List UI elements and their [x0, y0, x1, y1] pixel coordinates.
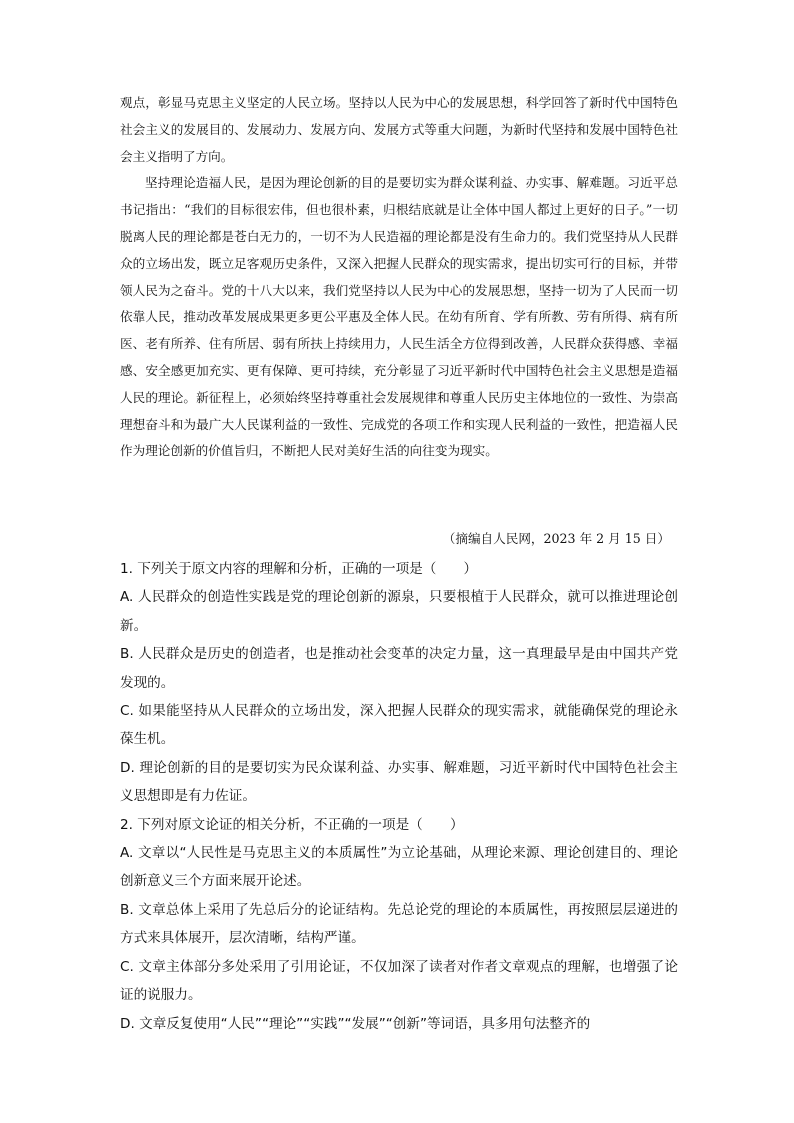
passage-paragraph-2: 坚持理论造福人民，是因为理论创新的目的是要切实为群众谋利益、办实事、解难题。习近平总书记指出：“我们的目标很宏伟，但也很朴素，归根结底就是让全体中国人都过上更好的日子。”一切脱离人民的理论都是苍白无力的，一切不为人民造福的理论都是没有生命力的。我们党坚持从人民群众的立场出发，既立足客观历史条件，又深入把握人民群众的现实需求，提出切实可行的目标，并带领人民为之奋斗。党的十八大以来，我们党坚持以人民为中心的发展思想，坚持一切为了人民而一切依靠人民，推动改革发展成果更多更公平惠及全体人民。在幼有所育、学有所教、劳有所得、病有所医、老有所养、住有所居、弱有所扶上持续用力，人民生活全方位得到改善，人民群众获得感、幸福感、安全感更加充实、更有保障、更可持续，充分彰显了习近平新时代中国特色社会主义思想是造福人民的理论。新征程上，必须始终坚持尊重社会发展规律和尊重人民历史主体地位的一致性、为崇高理想奋斗和为最广大人民谋利益的一致性、完成党的各项工作和实现人民利益的一致性，把造福人民作为理论创新的价值旨归，不断把人民对美好生活的向往变为现实。	[120, 175, 678, 459]
question-1-option-a: A. 人民群众的创造性实践是党的理论创新的源泉，只要根植于人民群众，就可以推进理论创新。	[120, 589, 678, 634]
passage-paragraph-1: 观点，彰显马克思主义坚定的人民立场。坚持以人民为中心的发展思想，科学回答了新时代中国特色社会主义的发展目的、发展动力、发展方向、发展方式等重大问题，为新时代坚持和发展中国特色社会主义指明了方向。	[120, 95, 678, 164]
source-citation: （摘编自人民网，2023 年 2 月 15 日）	[442, 531, 670, 546]
question-2-option-a: A. 文章以“人民性是马克思主义的本质属性”为立论基础，从理论来源、理论创建目的、理论创新意义三个方面来展开论述。	[120, 845, 678, 890]
question-1-option-d: D. 理论创新的目的是要切实为民众谋利益、办实事、解难题，习近平新时代中国特色社会主义思想即是有力佐证。	[120, 759, 678, 805]
question-1-stem: 1. 下列关于原文内容的理解和分析，正确的一项是（ ）	[120, 561, 478, 577]
question-2-option-d: D. 文章反复使用“人民”“理论”“实践”“发展”“创新”等词语，具多用句法整齐的	[120, 1015, 591, 1032]
question-2-option-b: B. 文章总体上采用了先总后分的论证结构。先总论党的理论的本质属性，再按照层层递进的方式来具体展开，层次清晰，结构严谨。	[120, 901, 678, 947]
question-section	[120, 555, 678, 1038]
question-2-stem: 2. 下列对原文论证的相关分析，不正确的一项是（ ）	[120, 816, 464, 833]
question-1-option-b: B. 人民群众是历史的创造者，也是推动社会变革的决定力量，这一真理最早是由中国共产党发现的。	[120, 646, 678, 691]
question-2-option-c: C. 文章主体部分多处采用了引用论证，不仅加深了读者对作者文章观点的理解，也增强了论证的说服力。	[120, 958, 678, 1004]
passage-text	[120, 90, 678, 465]
question-1-option-c: C. 如果能坚持从人民群众的立场出发，深入把握人民群众的现实需求，就能确保党的理论永葆生机。	[120, 703, 678, 748]
